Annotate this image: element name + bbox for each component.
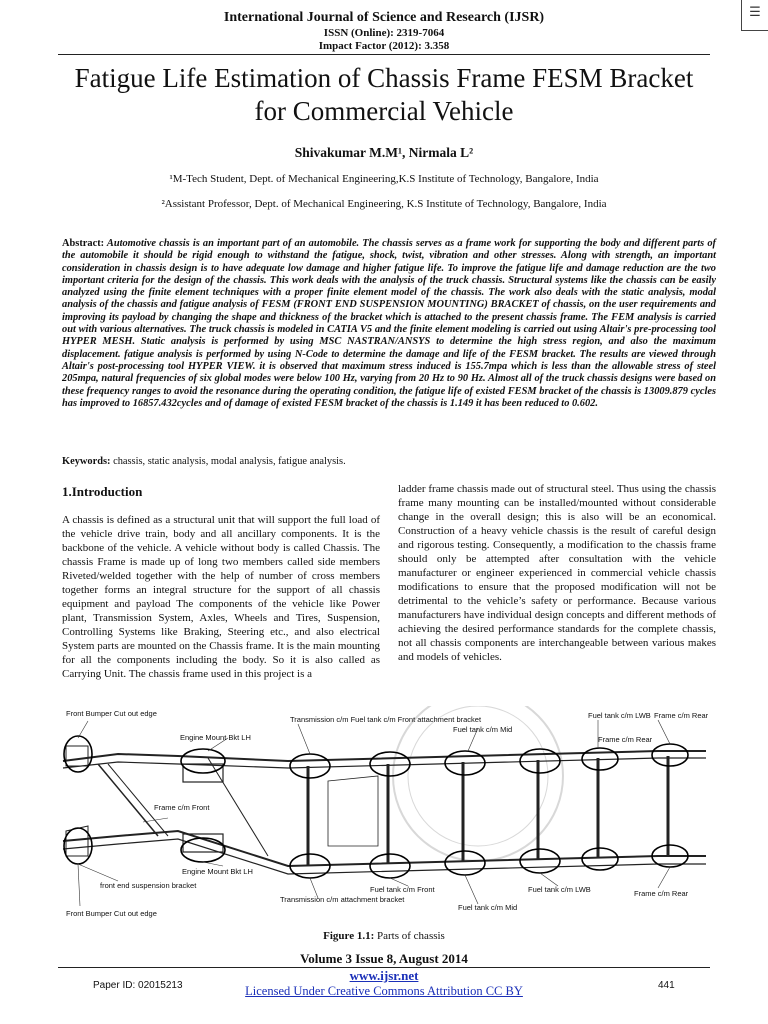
abstract-label: Abstract:	[62, 238, 105, 249]
volume-info: Volume 3 Issue 8, August 2014	[300, 951, 468, 966]
label-fueltank-lwb-bottom: Fuel tank c/m LWB	[528, 885, 591, 894]
label-fueltank-lwb-top: Fuel tank c/m LWB	[588, 711, 651, 720]
label-front-bumper-top: Front Bumper Cut out edge	[66, 709, 157, 718]
journal-name: International Journal of Science and Research (IJSR)	[223, 10, 545, 25]
label-fueltank-front-bottom: Fuel tank c/m Front	[370, 885, 435, 894]
bookmark-icon[interactable]: ☰	[741, 0, 768, 31]
abstract-text: Automotive chassis is an important part of an automobile. The chassis serves as a frame work for supporting the body and different parts of the automobile it should be rigid enough to withstand the fatigue, shock, twist, vibration and other stresses. Along with strength, an important consideration in chassis design is to have adequate low damage and higher fatigue life. To improve the fatigue life and damage reduction are the two important criteria for the design of the chassis. This work deals with the analysis of the truck chassis. Structural systems like the chassis can be easily analyzed using the finite element techniques with a proper finite element model of the chassis. The work also deals with the static analysis, modal analysis of the chassis and fatigue analysis of FESM (FRONT END SUSPENSION MOUNTING) BRACKET of chassis, on the user requirements and improving its payload by changing the shape and thickness of the bracket which is attached to the present chassis frame. The FEM analysis is carried out with various alternatives. The truck chassis is modeled in CATIA V5 and the finite element modeling is carried out using Altair's pre-processing tool HYPER MESH. Static analysis is performed by using MSC NASTRAN/ANSYS to determine the high stress region, and also the maximum displacement. fatigue analysis is performed by using N-Code to determine the damage and life of the FESM bracket. The results are viewed through Altair's post-processing tool HYPER VIEW. it is observed that maximum stress induced is 155.7mpa which is less than the allowable stress of steel 205mpa, natural frequencies of six global modes were below 100 Hz, varying from 20 Hz to 90 Hz. Almost all of the truck chassis designs were based on these frequency ranges to avoid the resonance during the operating condition, the fatigue life of existed FESM bracket of the chassis is 13009.879 cycles has improved to 16857.432cycles and of damage of existed FESM bracket of the chassis is 1.149 it has been reduced to 0.602.	[62, 238, 716, 409]
journal-website-link[interactable]: www.ijsr.net	[349, 968, 419, 983]
page-number: 441	[658, 980, 675, 991]
label-frame-rear-bottom: Frame c/m Rear	[634, 889, 689, 898]
section-heading: 1.Introduction	[62, 484, 143, 499]
keywords-label: Keywords:	[62, 456, 111, 467]
abstract	[62, 238, 716, 410]
chassis-figure	[58, 706, 714, 928]
keywords	[62, 456, 716, 467]
paper-id: Paper ID: 02015213	[93, 980, 183, 991]
label-front-bumper-bottom: Front Bumper Cut out edge	[66, 909, 157, 918]
figure-caption	[0, 930, 768, 942]
label-fueltank-mid-bottom: Fuel tank c/m Mid	[458, 903, 518, 912]
figure-caption-text: Parts of chassis	[377, 930, 445, 942]
label-engine-mount-rh: Engine Mount Bkt LH	[182, 867, 253, 876]
keywords-text: chassis, static analysis, modal analysis, fatigue analysis.	[113, 456, 346, 467]
label-frame-front: Frame c/m Front	[154, 803, 210, 812]
label-engine-mount-lh: Engine Mount Bkt LH	[180, 733, 251, 742]
label-transmission-top: Transmission c/m Fuel tank c/m Front attachment bracket	[290, 715, 482, 724]
impact-factor: Impact Factor (2012): 3.358	[318, 40, 450, 52]
label-frame-rear-top: Frame c/m Rear	[654, 711, 709, 720]
header-rule	[58, 54, 710, 55]
pointer-lines	[78, 720, 670, 906]
label-fesm: front end suspension bracket	[100, 881, 197, 890]
label-transmission-bottom: Transmission c/m attachment bracket	[280, 895, 405, 904]
label-fueltank-mid-top: Fuel tank c/m Mid	[453, 725, 513, 734]
left-column-text: A chassis is defined as a structural unit that will support the full load of the vehicle drive train, body and all ancillary components. It is the backbone of the vehicle. A vehicle without body is called Chassis. The chassis Frame is made up of long two members called side members Riveted/welded together with the help of number of cross members together forms an integral structure for the support of all chassis equipment and payload The components of the vehicle like Power plant, Transmission System, Axles, Wheels and Tires, Suspension, Controlling Systems like Braking, Steering etc., and also electrical System parts are mounted on the Chassis frame. It is the main mounting for all the components including the body. So it is also called as Carrying Unit. The chassis frame used in this project is a	[62, 514, 380, 680]
license-link[interactable]: Licensed Under Creative Commons Attribution CC BY	[245, 984, 523, 998]
authors: Shivakumar M.M¹, Nirmala L²	[294, 145, 474, 160]
affiliation-1: ¹M-Tech Student, Dept. of Mechanical Engineering,K.S Institute of Technology, Bangalore, India	[169, 173, 599, 185]
right-column-text: ladder frame chassis made out of structural steel. Thus using the chassis frame many mounting can be installed/mounted without considerable change in the overall design; this is also will be an economical. Construction of a heavy vehicle chassis is the result of careful design and rigorous testing. Consequently, a modification to the chassis frame should only be attempted after consultation with the vehicle manufacturer or engineer experienced in commercial vehicle chassis modifications to ensure that the proposed modification will not be detrimental to the vehicle’s safety or performance. Because various manufacturers have individual design concepts and different methods of achieving the desired performance standards for the complete chassis, not all chassis components are interchangeable between various makes and models of vehicles.	[398, 483, 716, 663]
affiliation-2: ²Assistant Professor, Dept. of Mechanical Engineering, K.S Institute of Technology, Bangalore, India	[161, 198, 607, 210]
issn: ISSN (Online): 2319-7064	[323, 27, 445, 39]
paper-title: Fatigue Life Estimation of Chassis Frame FESM Bracket for Commercial Vehicle	[74, 63, 694, 126]
label-frame-rear-2: Frame c/m Rear	[598, 735, 653, 744]
figure-caption-label: Figure 1.1:	[323, 930, 375, 942]
